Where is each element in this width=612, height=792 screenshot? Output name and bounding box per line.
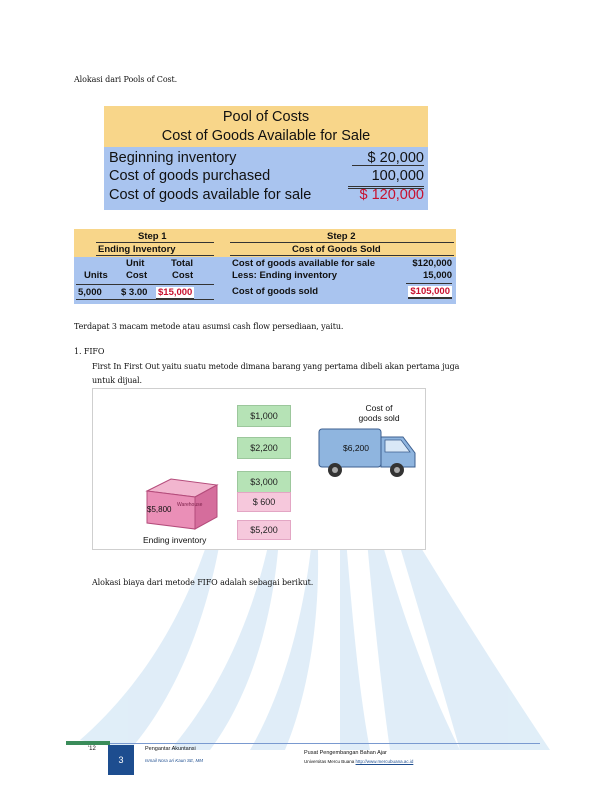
cogs-caption-line1: Cost of bbox=[365, 403, 393, 413]
step2-subtitle: Cost of Goods Sold bbox=[292, 244, 381, 255]
cost-box: $3,000 bbox=[237, 471, 291, 493]
units-value: 5,000 bbox=[78, 287, 102, 298]
cogs-row2-label: Less: Ending inventory bbox=[232, 270, 338, 281]
methods-text: Terdapat 3 macam metode atau asumsi cash flow persediaan, yaitu. bbox=[74, 322, 344, 331]
cost-box: $ 600 bbox=[237, 492, 291, 512]
step-table bbox=[74, 229, 456, 304]
footer-accent bbox=[66, 741, 110, 745]
truck-value: $6,200 bbox=[343, 443, 369, 453]
fifo-description: First In First Out yaitu suatu metode dimana barang yang pertama dibeli akan pertama juga bbox=[92, 362, 460, 371]
cogs-row1-value: $120,000 bbox=[412, 258, 452, 269]
warehouse-label: Warehouse bbox=[177, 502, 203, 508]
cogs-row1-label: Cost of goods available for sale bbox=[232, 258, 376, 269]
header-total: Total bbox=[171, 258, 193, 269]
pool-row bbox=[104, 167, 428, 185]
cogs-row2-value: 15,000 bbox=[422, 270, 452, 281]
unit-cost-value: $ 3.00 bbox=[121, 287, 148, 298]
pool-subtitle: Cost of Goods Available for Sale bbox=[161, 128, 371, 144]
pool-row-value: $ 120,000 bbox=[359, 187, 424, 203]
header-cost: Cost bbox=[126, 270, 148, 281]
page-number: 3 bbox=[108, 745, 134, 775]
step2-title: Step 2 bbox=[327, 231, 356, 242]
pool-row-value: 100,000 bbox=[371, 168, 424, 184]
underline bbox=[352, 165, 424, 166]
footer-course: Pengantar Akuntansi bbox=[145, 746, 196, 752]
ending-inventory-label: Ending inventory bbox=[143, 535, 207, 545]
footer-center: Pusat Pengembangan Bahan Ajar bbox=[304, 750, 387, 756]
footer-divider bbox=[66, 743, 540, 744]
step1-subtitle: Ending Inventory bbox=[98, 244, 176, 255]
cogs-row3-value: $105,000 bbox=[410, 286, 450, 297]
fifo-illustration bbox=[92, 388, 426, 550]
pool-row-label: Beginning inventory bbox=[109, 150, 237, 166]
cogs-caption bbox=[349, 403, 409, 423]
pool-row bbox=[104, 147, 428, 167]
header-units: Units bbox=[84, 270, 108, 281]
footer-url-link[interactable]: http://www.mercubuana.ac.id bbox=[355, 759, 414, 764]
header-unit: Unit bbox=[126, 258, 145, 269]
underline bbox=[348, 186, 424, 187]
fifo-allocation-text: Alokasi biaya dari metode FIFO adalah sebagai berikut. bbox=[92, 578, 314, 587]
step1-title: Step 1 bbox=[138, 231, 167, 242]
pool-row-label: Cost of goods purchased bbox=[109, 168, 271, 184]
cost-box: $5,200 bbox=[237, 520, 291, 540]
pool-row-value: $ 20,000 bbox=[367, 150, 424, 166]
pool-title: Pool of Costs bbox=[222, 109, 310, 125]
cogs-caption-line2: goods sold bbox=[358, 413, 400, 423]
cost-box: $1,000 bbox=[237, 405, 291, 427]
footer-university-name: Universitas Mercu Buana bbox=[304, 759, 355, 764]
footer-year: '12 bbox=[88, 746, 96, 752]
total-cost-value: $15,000 bbox=[158, 287, 193, 298]
pool-row-label: Cost of goods available for sale bbox=[109, 187, 312, 203]
warehouse-value: $5,800 bbox=[147, 505, 172, 514]
pool-of-costs-table bbox=[104, 106, 428, 210]
footer-university bbox=[304, 759, 413, 764]
cost-box: $2,200 bbox=[237, 437, 291, 459]
cogs-row3-label: Cost of goods sold bbox=[232, 286, 319, 297]
truck-icon bbox=[317, 425, 421, 483]
intro-text: Alokasi dari Pools of Cost. bbox=[74, 75, 178, 84]
footer-author: Ismail Nora ari Kaun SE, MM bbox=[145, 758, 204, 763]
fifo-heading: 1. FIFO bbox=[74, 347, 105, 356]
underline bbox=[348, 188, 424, 189]
header-total-cost: Cost bbox=[172, 270, 194, 281]
fifo-description-cont: untuk dijual. bbox=[92, 376, 142, 385]
